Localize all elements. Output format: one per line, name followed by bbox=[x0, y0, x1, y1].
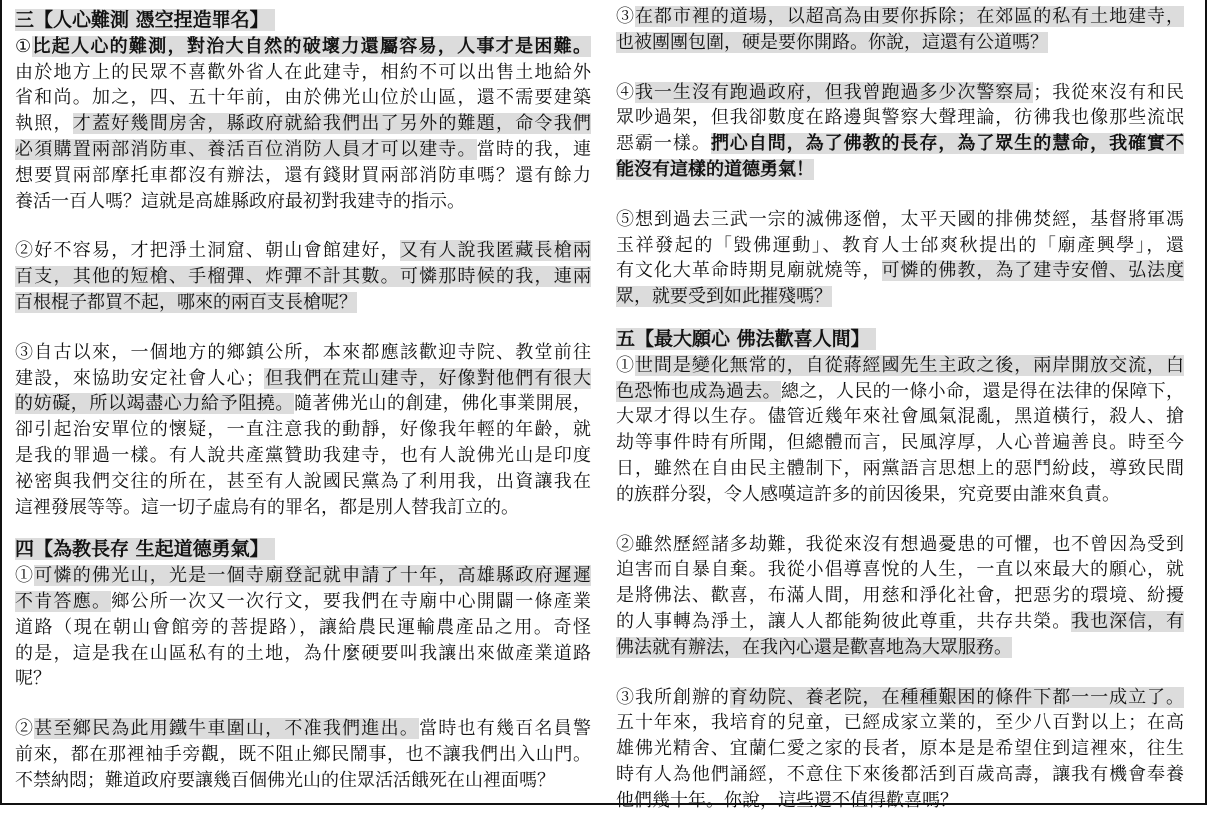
text-line bbox=[616, 710, 1184, 736]
body-text: 有文化大革命時期見廟就燒等， bbox=[616, 260, 882, 282]
highlighted-text: 能沒有這樣的道德勇氣！ bbox=[616, 158, 814, 180]
highlighted-text: 捫心自問，為了佛教的長存，為了眾生的慧命，我確實不 bbox=[710, 133, 1184, 155]
body-text: ③自古以來，一個地方的鄉鎮公所，本來都應該歡迎寺院、教堂前往 bbox=[15, 341, 591, 363]
body-text: 由於地方上的民眾不喜歡外省人在此建寺，相約不可以出售土地給外 bbox=[15, 61, 591, 83]
highlighted-text: 百支，其他的短槍、手榴彈、炸彈不計其數。可憐那時候的我，連兩 bbox=[15, 266, 591, 288]
text-line bbox=[15, 137, 591, 163]
right-column bbox=[616, 4, 1184, 814]
highlighted-text: 可憐的佛教，為了建寺安僧、弘法度 bbox=[881, 260, 1184, 282]
text-line bbox=[15, 238, 591, 264]
section-heading-text: 三【人心難測 憑空捏造罪名】 bbox=[15, 9, 275, 31]
highlighted-text: 也被團團包圍，硬是要你開路。你說，這還有公道嗎？ bbox=[616, 31, 1048, 53]
body-text: ② bbox=[15, 718, 35, 740]
text-line bbox=[15, 340, 591, 366]
text-line bbox=[616, 762, 1184, 788]
body-text: 祕密與我們交往的所在，甚至有人說國民黨為了利用我，出資讓我在 bbox=[15, 470, 591, 492]
text-line bbox=[15, 589, 591, 615]
text-line bbox=[15, 615, 591, 641]
text-line bbox=[15, 641, 591, 667]
paragraph-spacer bbox=[616, 661, 1184, 685]
body-text: ① bbox=[15, 565, 35, 587]
text-line bbox=[616, 685, 1184, 711]
body-text: 隨著佛光山的創建，佛化事業開展， bbox=[294, 393, 591, 415]
section-heading bbox=[15, 537, 591, 563]
body-text: 呢？ bbox=[15, 668, 51, 690]
paragraph bbox=[616, 207, 1184, 310]
body-text: 惡霸一樣。 bbox=[616, 133, 711, 155]
highlighted-text: 眾，就要受到如此摧殘嗎？ bbox=[616, 286, 832, 308]
body-text: 前來，都在那裡袖手旁觀，既不阻止鄉民鬧事，也不讓我們出入山門。 bbox=[15, 743, 591, 765]
body-text: 省和尚。加之，四、五十年前，由於佛光山位於山區，還不需要建築 bbox=[15, 87, 591, 109]
text-line bbox=[15, 34, 591, 60]
text-line bbox=[15, 469, 591, 495]
body-text: 鄉公所一次又一次行文，要我們在寺廟中心開闢一條產業 bbox=[111, 590, 591, 612]
highlighted-text: 必須購置兩部消防車、養活百位消防人員才可以建寺。 bbox=[15, 138, 477, 160]
paragraph bbox=[15, 34, 591, 215]
body-text: 這裡發展等等。這一切子虛烏有的罪名，都是別人替我訂立的。 bbox=[15, 496, 519, 518]
paragraph bbox=[15, 340, 591, 521]
text-line bbox=[15, 290, 591, 316]
body-text: 眾吵過架，但我卻數度在路邊與警察大聲理論，彷彿我也像那些流氓 bbox=[616, 107, 1184, 129]
paragraph bbox=[15, 563, 591, 692]
paragraph-spacer bbox=[15, 316, 591, 340]
body-text: 時有人為他們誦經，不意住下來後都活到百歲高壽，讓我有機會奉養 bbox=[616, 763, 1184, 785]
text-line bbox=[616, 379, 1184, 405]
highlighted-text: 佛法就有辦法，在我內心還是歡喜地為大眾服務。 bbox=[616, 636, 1012, 658]
paragraph bbox=[15, 238, 591, 315]
section-heading bbox=[616, 327, 1184, 353]
highlighted-text: 可憐的佛光山，光是一個寺廟登記就申請了十年，高雄縣政府遲遲 bbox=[34, 565, 591, 587]
text-line bbox=[15, 163, 591, 189]
highlighted-text: 的妨礙，所以竭盡心力給予阻撓。 bbox=[15, 393, 294, 415]
text-line bbox=[616, 430, 1184, 456]
text-line bbox=[15, 189, 591, 215]
highlighted-text: 我一生沒有跑過政府，但我曾跑過多少次警察局 bbox=[634, 81, 1034, 103]
text-line bbox=[15, 85, 591, 111]
text-line bbox=[15, 742, 591, 768]
text-line bbox=[616, 557, 1184, 583]
text-line bbox=[616, 4, 1184, 30]
highlighted-text: 才蓋好幾間房舍，縣政府就給我們出了另外的難題，命令我們 bbox=[72, 113, 591, 135]
body-text: ②好不容易，才把淨土洞窟、朝山會館建好， bbox=[15, 240, 400, 262]
paragraph bbox=[616, 80, 1184, 183]
highlighted-text: 百根棍子都買不起，哪來的兩百支長槍呢？ bbox=[15, 291, 357, 313]
text-line bbox=[15, 666, 591, 692]
text-line bbox=[15, 417, 591, 443]
text-line bbox=[616, 131, 1184, 157]
text-line bbox=[15, 60, 591, 86]
body-text: 不禁納悶；難道政府要讓幾百個佛光山的住眾活活餓死在山裡面嗎？ bbox=[15, 769, 555, 791]
highlighted-text: 但我們在荒山建寺，好像對他們有很大 bbox=[263, 367, 591, 389]
body-text: ① bbox=[616, 354, 635, 376]
text-line bbox=[616, 258, 1184, 284]
body-text: 道路（現在朝山會館旁的菩提路），讓給農民運輸農產品之用。奇怪 bbox=[15, 616, 591, 638]
text-line bbox=[15, 563, 591, 589]
body-text: 想要買兩部摩托車都沒有辦法，還有錢財買兩部消防車嗎？還有餘力 bbox=[15, 164, 591, 186]
body-text: ④ bbox=[616, 81, 635, 103]
text-line bbox=[616, 284, 1184, 310]
paragraph bbox=[15, 716, 591, 793]
body-text: 他們幾十年。你說，這些還不值得歡喜嗎？ bbox=[616, 789, 958, 811]
paragraph-spacer bbox=[15, 692, 591, 716]
body-text: 雄佛光精舍、宜蘭仁愛之家的長者，原本是是希望住到這裡來，往生 bbox=[616, 738, 1184, 760]
text-line bbox=[616, 353, 1184, 379]
text-line bbox=[616, 207, 1184, 233]
text-line bbox=[616, 157, 1184, 183]
text-line bbox=[15, 768, 591, 794]
text-line bbox=[15, 443, 591, 469]
text-line bbox=[15, 716, 591, 742]
paragraph bbox=[616, 353, 1184, 508]
body-text: 大眾才得以生存。儘管近幾年來社會風氣混亂，黑道橫行，殺人、搶 bbox=[616, 406, 1184, 428]
paragraph-spacer bbox=[616, 508, 1184, 532]
body-text: 當時的我，連 bbox=[476, 138, 591, 160]
highlighted-text: 我也深信，有 bbox=[1071, 610, 1184, 632]
highlighted-text: 世間是變化無常的，自從蔣經國先生主政之後，兩岸開放交流，白 bbox=[634, 354, 1184, 376]
highlighted-text: 比起人心的難測，對治大自然的破壞力還屬容易，人事才是困難。 bbox=[32, 35, 591, 57]
highlighted-text: 不肯答應。 bbox=[15, 590, 112, 612]
left-column bbox=[15, 8, 591, 794]
text-line bbox=[616, 80, 1184, 106]
body-text: ① bbox=[15, 35, 33, 57]
paragraph-spacer bbox=[15, 520, 591, 537]
text-line bbox=[15, 366, 591, 392]
highlighted-text: 育幼院、養老院，在種種艱困的條件下都一一成立了。 bbox=[729, 686, 1184, 708]
body-text: 迫害而自暴自棄。我從小倡導喜悅的人生，一直以來最大的願心，就 bbox=[616, 559, 1184, 581]
body-text: 的是，這是我在山區私有的土地，為什麼硬要叫我讓出來做產業道路 bbox=[15, 642, 591, 664]
body-text: 建設，來協助安定社會人心； bbox=[15, 367, 264, 389]
body-text: 是將佛法、歡喜，布滿人間，用慈和淨化社會，把惡劣的環境、紛擾 bbox=[616, 585, 1184, 607]
body-text: 執照， bbox=[15, 113, 73, 135]
paragraph bbox=[616, 532, 1184, 661]
text-line bbox=[616, 532, 1184, 558]
text-line bbox=[616, 609, 1184, 635]
text-line bbox=[15, 111, 591, 137]
body-text: 劫等事件時有所聞，但總體而言，民風淳厚，人心普遍善良。時至今 bbox=[616, 432, 1184, 454]
section-heading-text: 四【為教長存 生起道德勇氣】 bbox=[15, 538, 275, 560]
text-line bbox=[616, 105, 1184, 131]
body-text: 當時也有幾百名員警 bbox=[419, 718, 591, 740]
body-text: ；我從來沒有和民 bbox=[1033, 81, 1184, 103]
text-line bbox=[15, 264, 591, 290]
text-line bbox=[616, 233, 1184, 259]
text-line bbox=[616, 456, 1184, 482]
text-line bbox=[616, 30, 1184, 56]
highlighted-text: 又有人說我匿藏長槍兩 bbox=[399, 240, 591, 262]
highlighted-text: 甚至鄉民為此用鐵牛車圍山，不准我們進出。 bbox=[34, 718, 420, 740]
paragraph bbox=[616, 4, 1184, 56]
text-line bbox=[616, 788, 1184, 814]
text-line bbox=[616, 736, 1184, 762]
body-text: 的族群分裂，令人感嘆這許多的前因後果，究竟要由誰來負責。 bbox=[616, 483, 1120, 505]
highlighted-text: 色恐怖也成為過去。 bbox=[616, 380, 781, 402]
body-text: 總之，人民的一條小命，還是得在法律的保障下， bbox=[781, 380, 1184, 402]
body-text: 五十年來，我培育的兒童，已經成家立業的，至少八百對以上；在高 bbox=[616, 712, 1184, 734]
body-text: 玉祥發起的「毀佛運動」、教育人士邰爽秋提出的「廟產興學」，還 bbox=[616, 234, 1184, 256]
body-text: 是我的罪過一樣。有人說共產黨贊助我建寺，也有人說佛光山是印度 bbox=[15, 444, 591, 466]
text-line bbox=[616, 635, 1184, 661]
highlighted-text: 在都市裡的道場，以超高為由要你拆除；在郊區的私有土地建寺， bbox=[634, 6, 1184, 27]
text-line bbox=[15, 391, 591, 417]
text-line bbox=[616, 404, 1184, 430]
body-text: 卻引起治安單位的懷疑，一直注意我的動靜，好像我年輕的年齡，就 bbox=[15, 419, 591, 441]
section-heading bbox=[15, 8, 591, 34]
paragraph-spacer bbox=[15, 214, 591, 238]
paragraph-spacer bbox=[616, 310, 1184, 327]
body-text: ③我所創辦的 bbox=[616, 686, 730, 708]
paragraph-spacer bbox=[616, 183, 1184, 207]
text-line bbox=[616, 583, 1184, 609]
body-text: ②雖然歷經諸多劫難，我從來沒有想過憂患的可懼，也不曾因為受到 bbox=[616, 533, 1184, 555]
section-heading-text: 五【最大願心 佛法歡喜人間】 bbox=[616, 328, 876, 350]
body-text: 養活一百人嗎？這就是高雄縣政府最初對我建寺的指示。 bbox=[15, 190, 465, 212]
text-line bbox=[616, 482, 1184, 508]
text-line bbox=[15, 495, 591, 521]
paragraph-spacer bbox=[616, 56, 1184, 80]
body-text: ③ bbox=[616, 6, 635, 27]
body-text: 的人事轉為淨土，讓人人都能夠彼此尊重，共存共榮。 bbox=[616, 610, 1072, 632]
body-text: ⑤想到過去三武一宗的滅佛逐僧，太平天國的排佛焚經，基督將軍馮 bbox=[616, 208, 1184, 230]
body-text: 日，雖然在自由民主體制下，兩黨語言思想上的惡鬥紛歧，導致民間 bbox=[616, 457, 1184, 479]
paragraph bbox=[616, 685, 1184, 814]
